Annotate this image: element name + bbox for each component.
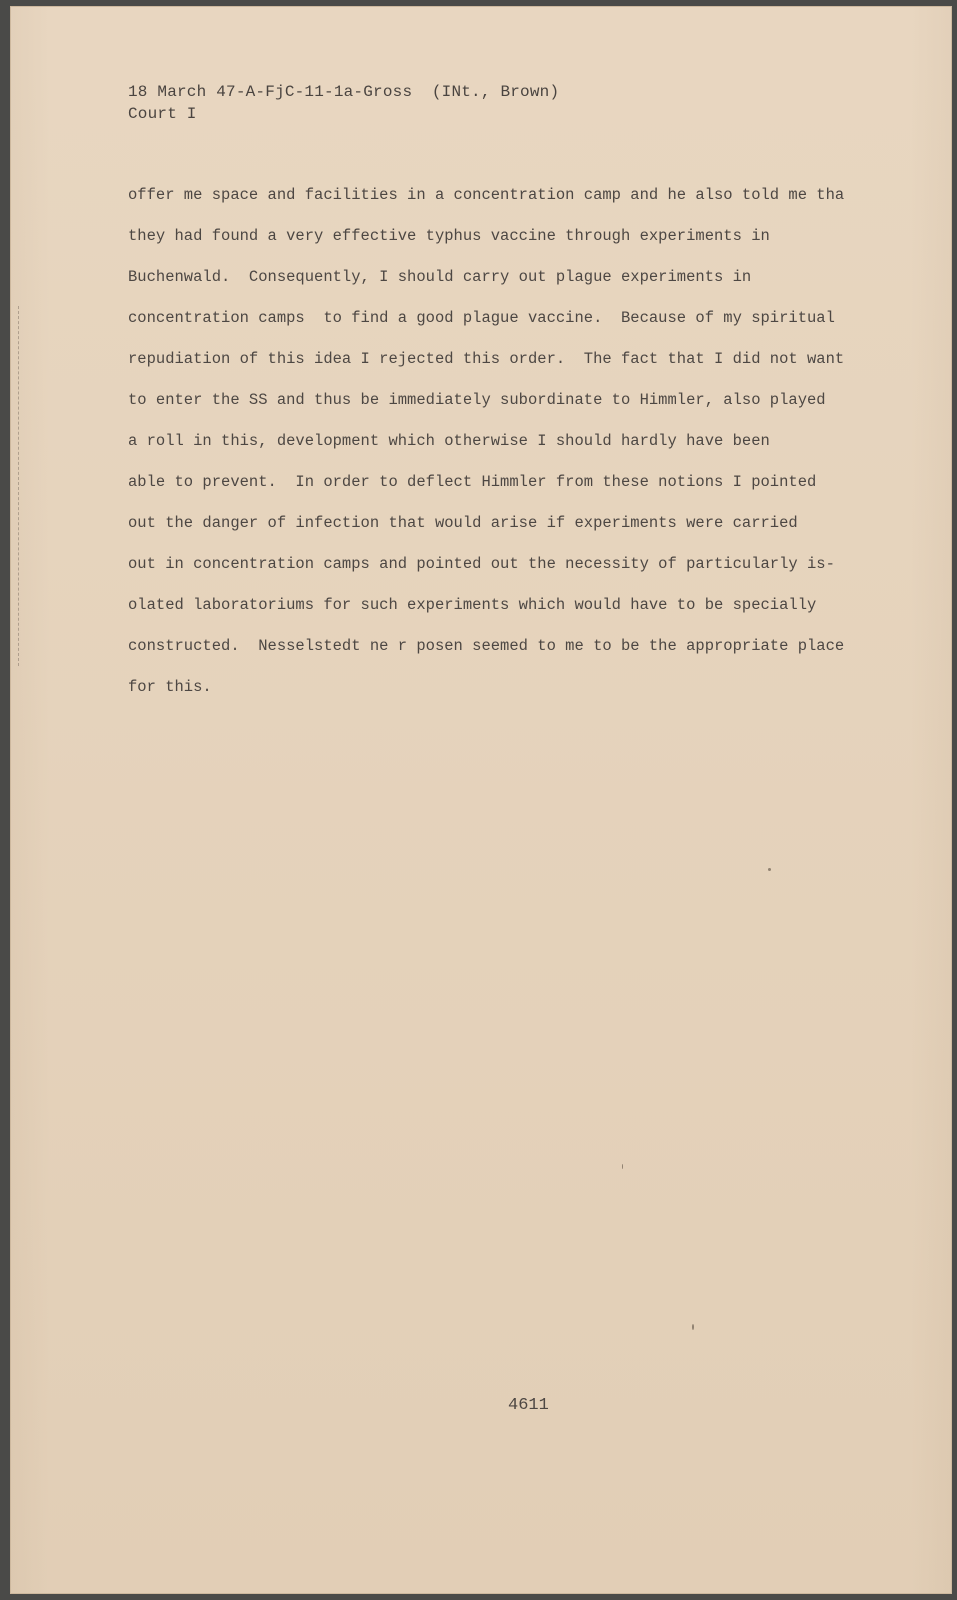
- body-line: repudiation of this idea I rejected this order. The fact that I did not want: [128, 350, 845, 368]
- paper-speck: [622, 1164, 623, 1169]
- document-header: [128, 81, 559, 125]
- body-line: concentration camps to find a good plague vaccine. Because of my spiritual: [128, 309, 835, 327]
- header-citation: 18 March 47-A-FjC-11-1a-Gross (INt., Brown): [128, 83, 560, 101]
- body-line: able to prevent. In order to deflect Himmler from these notions I pointed: [128, 473, 817, 491]
- body-line: constructed. Nesselstedt ne r posen seemed to me to be the appropriate place: [128, 637, 845, 655]
- document-body: [128, 184, 918, 717]
- body-line: for this.: [128, 678, 212, 696]
- body-line: Buchenwald. Consequently, I should carry out plague experiments in: [128, 268, 752, 286]
- body-line: they had found a very effective typhus vaccine through experiments in: [128, 227, 770, 245]
- body-line: to enter the SS and thus be immediately subordinate to Himmler, also played: [128, 391, 826, 409]
- page-number: 4611: [508, 1396, 549, 1415]
- document-page: [10, 6, 952, 1594]
- body-line: out the danger of infection that would arise if experiments were carried: [128, 514, 798, 532]
- body-line: olated laboratoriums for such experiments which would have to be specially: [128, 596, 817, 614]
- body-line: offer me space and facilities in a concentration camp and he also told me tha: [128, 186, 845, 204]
- body-line: out in concentration camps and pointed out the necessity of particularly is-: [128, 555, 835, 573]
- binding-edge: [18, 306, 22, 666]
- paper-speck: [768, 868, 771, 871]
- paper-speck: [692, 1324, 694, 1330]
- header-court: Court I: [128, 105, 197, 123]
- body-line: a roll in this, development which otherwise I should hardly have been: [128, 432, 770, 450]
